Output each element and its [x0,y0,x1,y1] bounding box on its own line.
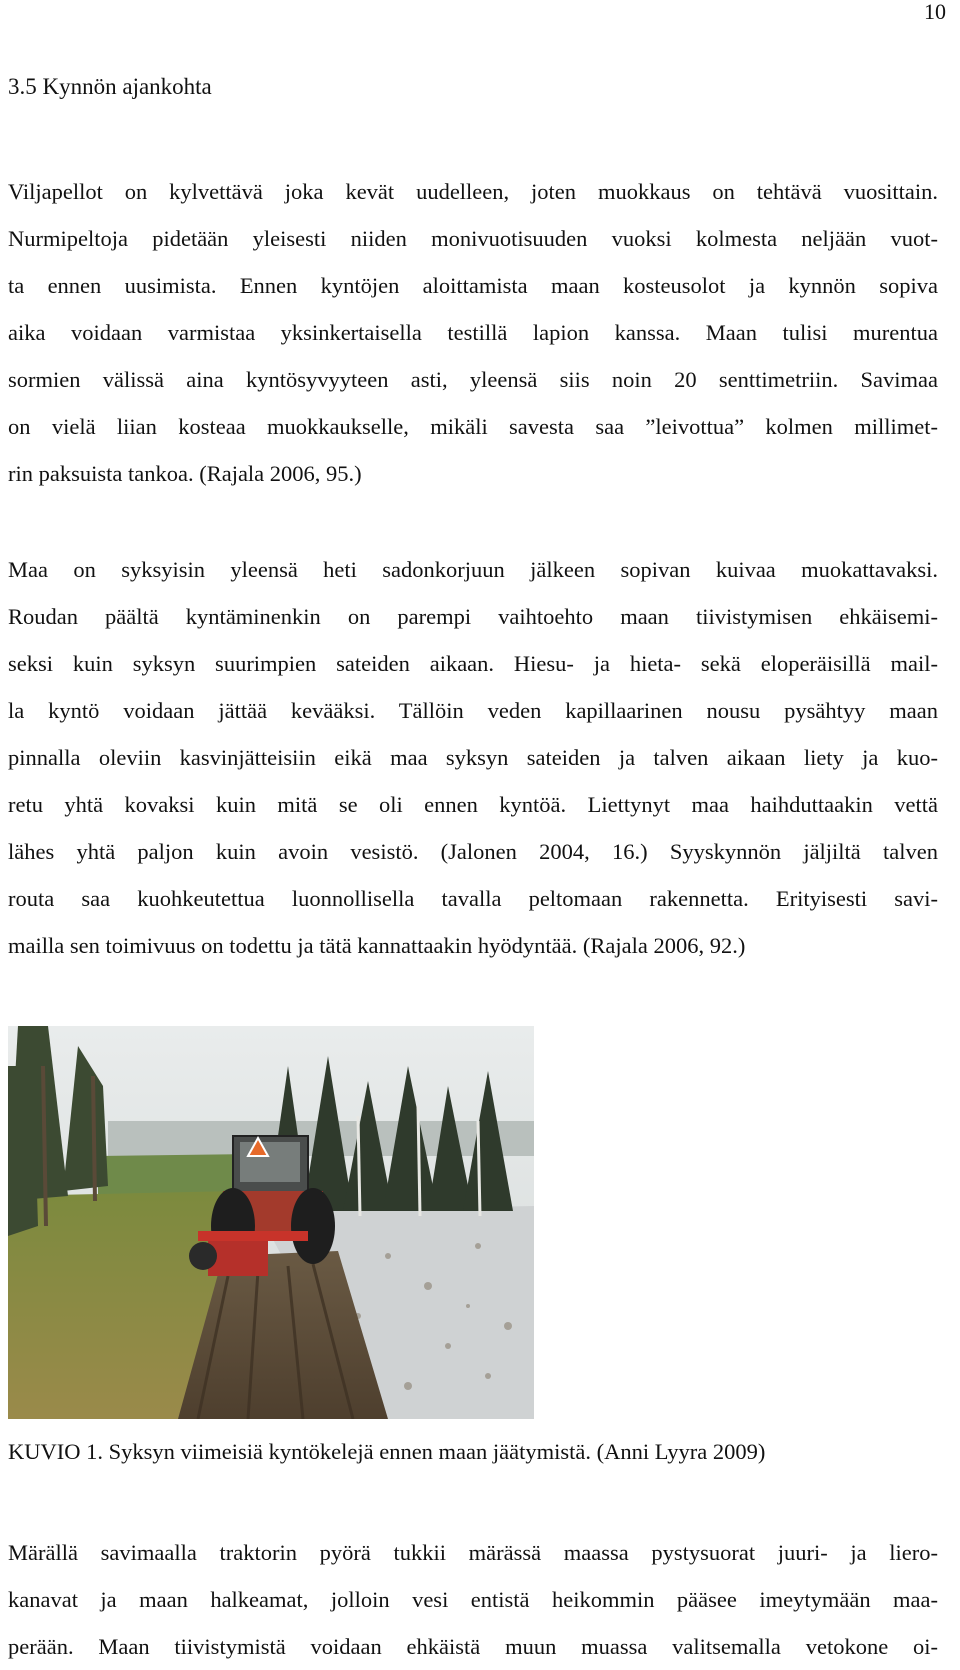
paragraph-3 [8,1529,938,1670]
text-line: sormien välissä aina kyntösyvyyteen asti, yleensä siis noin 20 senttimetriin. Savimaa [8,367,938,392]
figure-photo-tractor-plowing [8,1026,534,1419]
text-line: Märällä savimaalla traktorin pyörä tukkii märässä maassa pystysuorat juuri- ja liero- [8,1540,938,1565]
paragraph-1 [8,168,938,497]
text-line: la kyntö voidaan jättää kevääksi. Tällöin veden kapillaarinen nousu pysähtyy maan [8,698,938,723]
paragraph-2 [8,546,938,969]
text-line: on vielä liian kosteaa muokkaukselle, mikäli savesta saa ”leivottua” kolmen millimet- [8,414,938,439]
text-line: kanavat ja maan halkeamat, jolloin vesi entistä heikommin pääsee imeytymään maa- [8,1587,938,1612]
text-line: pinnalla oleviin kasvinjätteisiin eikä maa syksyn sateiden ja talven aikaan liety ja kuo- [8,745,938,770]
text-line: Nurmipeltoja pidetään yleisesti niiden monivuotisuuden vuoksi kolmesta neljään vuot- [8,226,938,251]
text-line: routa saa kuohkeutettua luonnollisella tavalla peltomaan rakennetta. Erityisesti savi- [8,886,938,911]
text-line: ta ennen uusimista. Ennen kyntöjen aloittamista maan kosteusolot ja kynnön sopiva [8,273,938,298]
text-line: lähes yhtä paljon kuin avoin vesistö. (Jalonen 2004, 16.) Syyskynnön jäljiltä talven [8,839,938,864]
text-line: perään. Maan tiivistymistä voidaan ehkäistä muun muassa valitsemalla vetokone oi- [8,1634,938,1659]
figure-caption: KUVIO 1. Syksyn viimeisiä kyntökelejä ennen maan jäätymistä. (Anni Lyyra 2009) [8,1439,766,1464]
text-line: rin paksuista tankoa. (Rajala 2006, 95.) [8,461,362,486]
text-line: Maa on syksyisin yleensä heti sadonkorjuun jälkeen sopivan kuivaa muokattavaksi. [8,557,938,582]
text-line: Roudan päältä kyntäminenkin on parempi vaihtoehto maan tiivistymisen ehkäisemi- [8,604,938,629]
section-heading: 3.5 Kynnön ajankohta [8,74,212,99]
text-line: aika voidaan varmistaa yksinkertaisella testillä lapion kanssa. Maan tulisi murentua [8,320,938,345]
text-line: seksi kuin syksyn suurimpien sateiden aikaan. Hiesu- ja hieta- sekä eloperäisillä mail- [8,651,938,676]
text-line: retu yhtä kovaksi kuin mitä se oli ennen kyntöä. Liettynyt maa haihduttaakin vettä [8,792,938,817]
text-line: Viljapellot on kylvettävä joka kevät uudelleen, joten muokkaus on tehtävä vuosittain. [8,179,938,204]
text-line: mailla sen toimivuus on todettu ja tätä kannattaakin hyödyntää. (Rajala 2006, 92.) [8,933,746,958]
page-number: 10 [924,0,946,24]
